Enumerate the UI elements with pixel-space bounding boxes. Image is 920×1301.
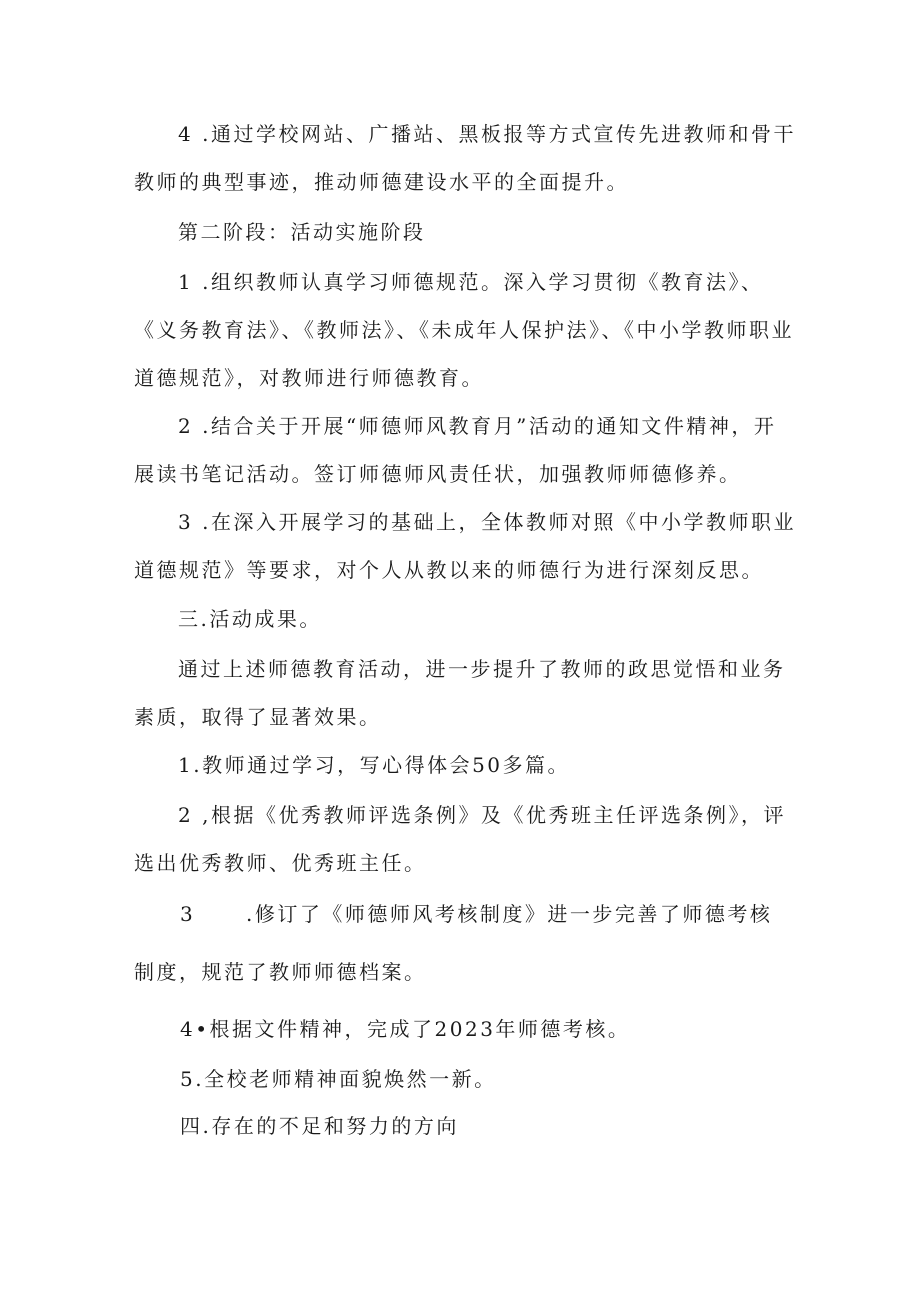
paragraph-item-1-study: 1 .组织教师认真学习师德规范。深入学习贯彻《教育法》、《义务教育法》、《教师法》、《未成年人保护法》、《中小学教师职业道德规范》，对教师进行师德教育。 [134,270,794,390]
heading-phase-two: 第二阶段：活动实施阶段 [178,220,426,244]
paragraph-results-intro: 通过上述师德教育活动，进一步提升了教师的政思觉悟和业务素质，取得了显著效果。 [134,657,786,729]
paragraph-item-2-reading: 2 .结合关于开展“师德师风教育月”活动的通知文件精神，开展读书笔记活动。签订师德师风责任状，加强教师师德修养。 [134,414,777,486]
paragraph-result-2: 2 ,根据《优秀教师评选条例》及《优秀班主任评选条例》，评选出优秀教师、优秀班主任。 [134,803,786,875]
paragraph-result-1: 1.教师通过学习，写心得体会50多篇。 [178,753,571,777]
result-3-line-1: .修订了《师德师风考核制度》进一步完善了师德考核 [246,902,773,926]
paragraph-result-5: 5.全校老师精神面貌焕然一新。 [180,1067,497,1091]
heading-section-3-results: 三.活动成果。 [178,607,322,631]
paragraph-result-4: 4•根据文件精神，完成了2023年师德考核。 [180,1017,631,1041]
paragraph-item-3-reflection: 3 .在深入开展学习的基础上，全体教师对照《中小学教师职业道德规范》等要求，对个人从教以来的师德行为进行深刻反思。 [134,510,796,582]
paragraph-item-4-publicity: 4 .通过学校网站、广播站、黑板报等方式宣传先进教师和骨干教师的典型事迹，推动师德建设水平的全面提升。 [134,122,796,194]
result-3-line-2: 制度，规范了教师师德档案。 [134,960,427,984]
result-3-number: 3 [180,902,196,926]
heading-section-4: 四.存在的不足和努力的方向 [180,1114,459,1138]
